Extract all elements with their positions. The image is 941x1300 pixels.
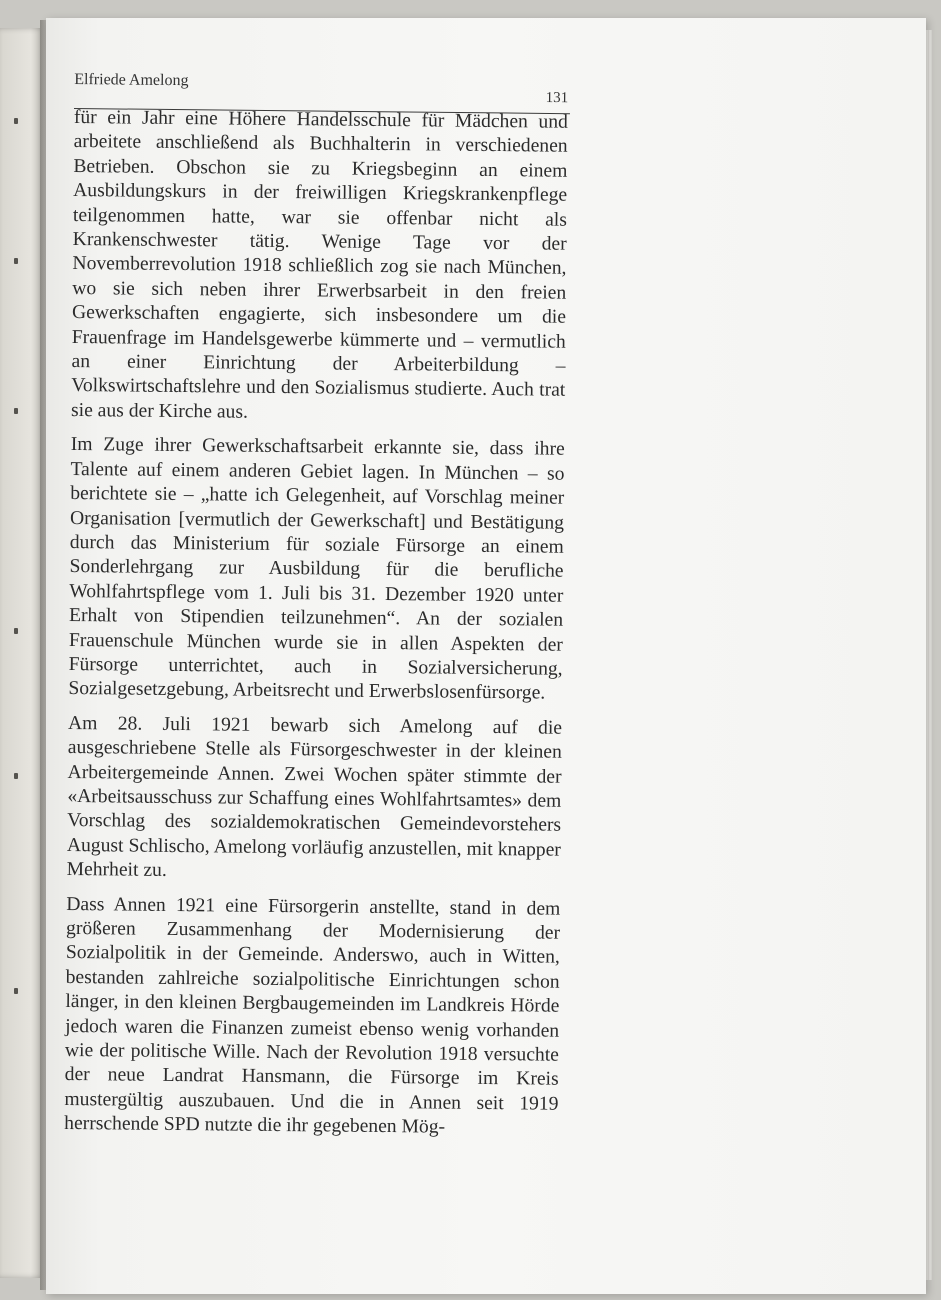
paragraph: für ein Jahr eine Höhere Handelsschule für Mädchen und arbeitete anschließend als Buchhalterin in verschiedenen Betrieben. Obschon sie zu Kriegsbeginn an einem Ausbildungskurs in der freiwilligen Kriegskrankenpflege teilgenommen hatte, war sie offenbar nicht als Krankenschwester tätig. Wenige Tage vor der Novemberrevolution 1918 schließlich zog sie nach München, wo sie sich neben ihrer Erwerbsarbeit in den freien Gewerkschaften engagierte, sich insbesondere um die Frauenfrage im Handelsgewerbe kümmerte und – vermutlich an einer Einrichtung der Arbeiterbildung – Volkswirtschaftslehre und den Sozialismus studierte. Auch trat sie aus der Kirche aus. xyxy=(70,106,568,423)
paragraph: Im Zuge ihrer Gewerkschaftsarbeit erkannte sie, dass ihre Talente auf einem anderen Gebiet lagen. In München – so berichtete sie – „hatte ich Gelegenheit, auf Vorschlag meiner Organisation [vermutlich der Gewerkschaft] und Bestätigung durch das Ministerium für soziale Fürsorge an einem Sonderlehrgang zur Ausbildung für die berufliche Wohlfahrtspflege vom 1. Juli bis 31. Dezember 1920 unter Erhalt von Stipendien teilzunehmen“. An der sozialen Frauenschule München wurde sie in allen Aspekten der Fürsorge unterrichtet, auch in Sozialversicherung, Sozialgesetzgebung, Arbeitsrecht und Erwerbslosenfürsorge. xyxy=(68,434,565,704)
body-text xyxy=(64,106,568,1151)
page-number: 131 xyxy=(545,89,569,107)
paragraph: Am 28. Juli 1921 bewarb sich Amelong auf die ausgeschriebene Stelle als Fürsorgeschwester in der kleinen Arbeitergemeinde Annen. Zwei Wochen später stimmte der «Arbeitsausschuss zur Schaffung eines Wohlfahrtsamtes» dem Vorschlag des sozialdemokratischen Gemeindevorstehers August Schlischo, Amelong vorläufig anzustellen, mit knapper Mehrheit zu. xyxy=(66,712,563,882)
facing-page-mark xyxy=(14,988,18,994)
facing-page-mark xyxy=(14,628,18,634)
facing-page-edge xyxy=(0,28,44,1278)
running-head: Elfriede Amelong xyxy=(74,71,189,90)
facing-page-mark xyxy=(14,408,18,414)
facing-page-mark xyxy=(14,773,18,779)
facing-page-mark xyxy=(14,118,18,124)
paragraph: Dass Annen 1921 eine Fürsorgerin anstellte, stand in dem größeren Zusammenhang der Modernisierung der Sozialpolitik in der Gemeinde. Anderswo, auch in Witten, bestanden zahlreiche sozialpolitische Einrichtungen schon länger, in den kleinen Bergbaugemeinden im Landkreis Hörde jedoch waren die Finanzen zumeist ebenso wenig vorhanden wie der politische Wille. Nach der Revolution 1918 versuchte der neue Landrat Hansmann, die Fürsorge im Kreis mustergültig auszubauen. Und die in Annen seit 1919 herrschende SPD nutzte die ihr gegebenen Mög- xyxy=(64,893,561,1138)
facing-page-mark xyxy=(14,258,18,264)
